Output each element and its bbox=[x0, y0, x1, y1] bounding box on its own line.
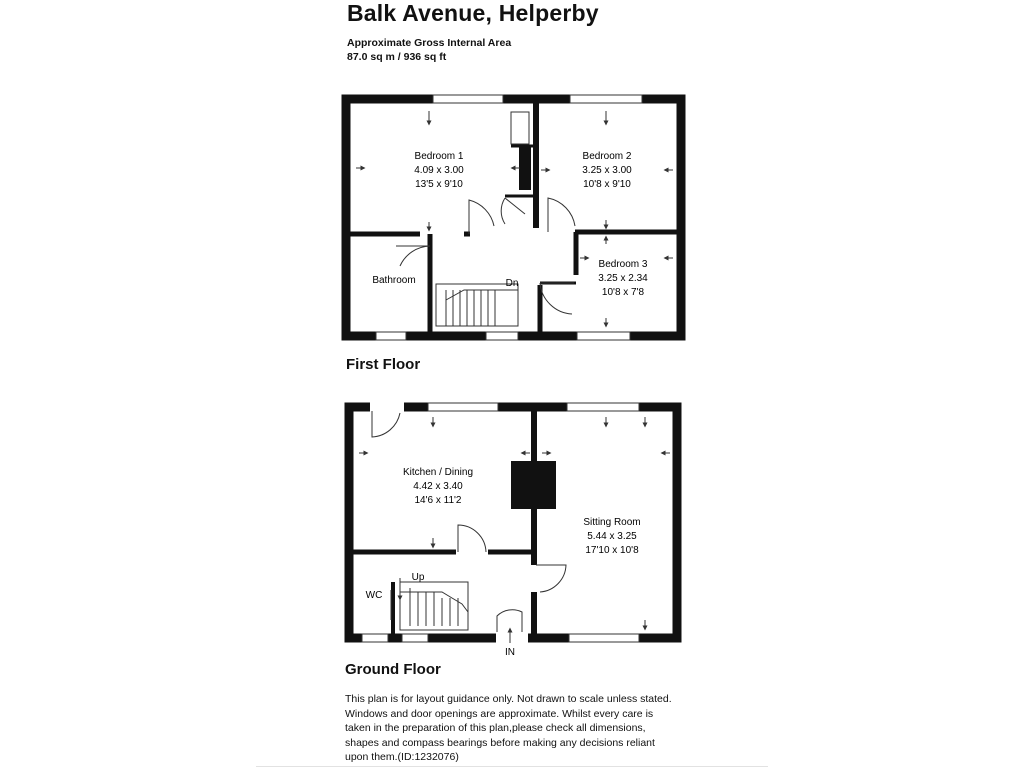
wc-name: WC bbox=[365, 590, 383, 601]
entrance-label: IN bbox=[505, 647, 515, 658]
gross-area-value: 87.0 sq m / 936 sq ft bbox=[347, 51, 447, 63]
door-bedroom3 bbox=[540, 283, 574, 314]
bedroom3-metric: 3.25 x 2.34 bbox=[598, 273, 648, 284]
window-sitting-top bbox=[567, 403, 639, 411]
disclaimer-line: Windows and door openings are approximate. Whilst every care is bbox=[345, 707, 654, 720]
stairs-first-floor bbox=[436, 284, 518, 326]
door-bedroom2 bbox=[548, 198, 575, 232]
bedroom1-name: Bedroom 1 bbox=[414, 151, 464, 162]
door-sitting bbox=[536, 565, 566, 592]
door-entrance bbox=[497, 610, 522, 632]
ground-floor-title: Ground Floor bbox=[345, 661, 441, 678]
door-kitchen-external bbox=[372, 411, 400, 437]
window-sitting-bottom bbox=[569, 634, 639, 642]
bedroom3-name: Bedroom 3 bbox=[598, 259, 648, 270]
plan-title: Balk Avenue, Helperby bbox=[347, 0, 599, 26]
bedroom3-imperial: 10'8 x 7'8 bbox=[601, 287, 645, 298]
first-stairs-label: Dn bbox=[505, 278, 519, 289]
disclaimer-line: shapes and compass bearings before making any decisions reliant bbox=[345, 736, 655, 749]
bedroom1-imperial: 13'5 x 9'10 bbox=[415, 179, 463, 190]
first-floor-outer-wall bbox=[346, 99, 681, 336]
window-kitchen bbox=[428, 403, 498, 411]
door-kitchen-hall bbox=[458, 525, 486, 552]
door-bedroom1 bbox=[469, 200, 494, 234]
ground-stairs-label: Up bbox=[411, 572, 425, 583]
window-bathroom bbox=[376, 332, 406, 340]
gap-kitchen-door-top bbox=[370, 402, 404, 412]
chimney-breast-ground bbox=[511, 461, 556, 509]
bathroom-name: Bathroom bbox=[372, 275, 416, 286]
sitting-imperial: 17'10 x 10'8 bbox=[585, 545, 639, 556]
stairs-ground-floor bbox=[400, 578, 468, 630]
bedroom1-metric: 4.09 x 3.00 bbox=[414, 165, 464, 176]
window-bedroom1 bbox=[433, 95, 503, 103]
bedroom2-name: Bedroom 2 bbox=[582, 151, 632, 162]
ground-floor-plan bbox=[349, 402, 677, 658]
disclaimer bbox=[345, 692, 705, 765]
sitting-metric: 5.44 x 3.25 bbox=[587, 531, 637, 542]
gap-entrance bbox=[496, 632, 528, 644]
bedroom2-imperial: 10'8 x 9'10 bbox=[583, 179, 631, 190]
disclaimer-line: This plan is for layout guidance only. Not drawn to scale unless stated. bbox=[345, 693, 672, 705]
kitchen-imperial: 14'6 x 11'2 bbox=[414, 495, 462, 506]
sitting-name: Sitting Room bbox=[583, 517, 641, 528]
bedroom2-metric: 3.25 x 3.00 bbox=[582, 165, 632, 176]
window-wc bbox=[362, 634, 388, 642]
footer-divider bbox=[256, 766, 768, 767]
window-bedroom3 bbox=[577, 332, 630, 340]
disclaimer-line: taken in the preparation of this plan,please check all dimensions, bbox=[345, 722, 646, 734]
disclaimer-line: upon them.(ID:1232076) bbox=[345, 751, 459, 763]
cupboard-first bbox=[511, 112, 529, 144]
gross-area-label: Approximate Gross Internal Area bbox=[347, 37, 512, 49]
door-bathroom bbox=[396, 246, 430, 266]
door-cupboard bbox=[501, 198, 525, 224]
kitchen-metric: 4.42 x 3.40 bbox=[413, 481, 463, 492]
first-floor-plan bbox=[346, 95, 681, 340]
window-hall bbox=[402, 634, 428, 642]
window-landing bbox=[486, 332, 518, 340]
window-bedroom2 bbox=[570, 95, 642, 103]
kitchen-name: Kitchen / Dining bbox=[402, 467, 474, 478]
chimney-breast-first bbox=[519, 146, 531, 190]
first-floor-title: First Floor bbox=[346, 356, 421, 373]
